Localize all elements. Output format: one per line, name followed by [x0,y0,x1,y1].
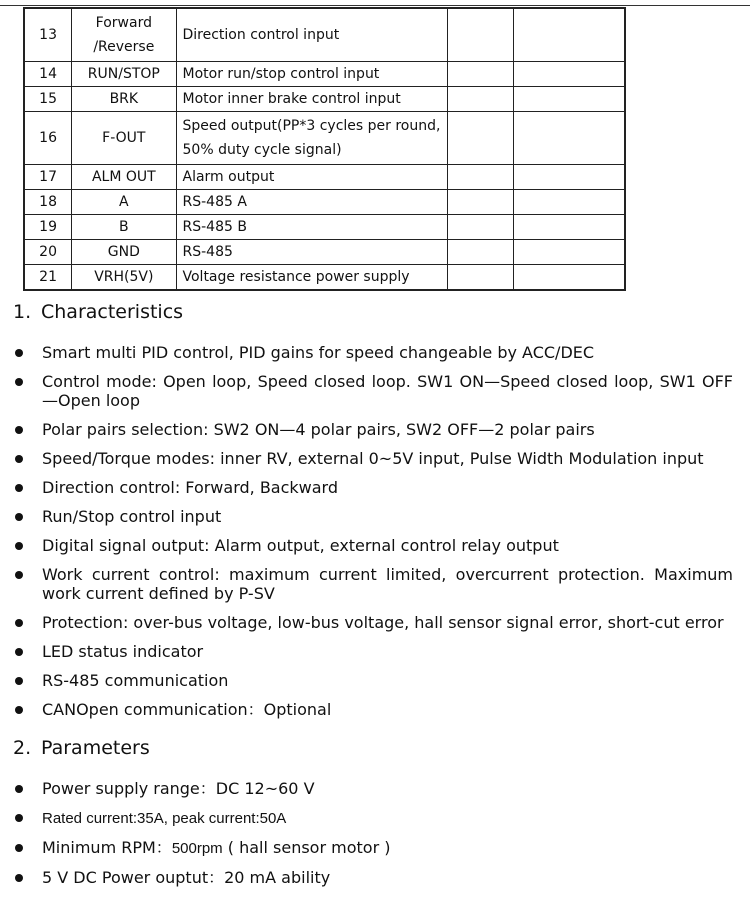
empty-cell [448,165,513,190]
bullet-icon [15,874,23,882]
list-item-text: Power supply range：DC 12~60 V [42,779,315,798]
top-rule [0,5,750,6]
pin-name [72,8,176,62]
list-item [13,613,733,632]
empty-cell [513,87,625,112]
section-number: 1. [13,301,32,323]
pin-name: B [72,215,176,240]
pin-number: 21 [24,265,72,291]
list-item [13,507,733,526]
list-item [13,449,733,468]
table-row [24,190,625,215]
section-title: Parameters [41,737,150,759]
bullet-icon [15,814,23,822]
list-item-text: Control mode: Open loop, Speed closed loop. SW1 ON—Speed closed loop, SW1 OFF—Open loop [42,372,733,410]
list-item-text: Polar pairs selection: SW2 ON—4 polar pairs, SW2 OFF—2 polar pairs [42,420,595,439]
pin-number: 17 [24,165,72,190]
pin-number: 15 [24,87,72,112]
bullet-icon [15,455,23,463]
empty-cell [513,240,625,265]
list-item-text: 5 V DC Power ouptut：20 mA ability [42,868,331,887]
bullet-icon [15,844,23,852]
parameters-heading [13,737,150,759]
pin-number: 13 [24,8,72,62]
pin-description: Motor inner brake control input [176,87,448,112]
list-item-text: Smart multi PID control, PID gains for speed changeable by ACC/DEC [42,343,595,362]
list-item [13,343,733,362]
list-item-text: Protection: over-bus voltage, low-bus voltage, hall sensor signal error, short-cut error [42,613,724,632]
list-item-text: CANOpen communication：Optional [42,700,332,719]
empty-cell [448,62,513,87]
list-item [13,478,733,497]
rpm-value: 500rpm [171,840,223,857]
pin-name-line: Forward [95,15,152,31]
pin-name: VRH(5V) [72,265,176,291]
characteristics-heading [13,301,183,323]
characteristics-list [13,343,733,729]
pin-description-line: Speed output(PP*3 cycles per round, [182,118,441,134]
pin-name: GND [72,240,176,265]
bullet-icon [15,484,23,492]
empty-cell [513,265,625,291]
list-item [13,642,733,661]
pin-number: 20 [24,240,72,265]
bullet-icon [15,378,23,386]
empty-cell [448,240,513,265]
bullet-icon [15,513,23,521]
pin-description: RS-485 [176,240,448,265]
list-item [13,372,733,410]
list-item [13,420,733,439]
pin-description [176,112,448,165]
pin-name: F-OUT [72,112,176,165]
pin-name: ALM OUT [72,165,176,190]
list-item-text: Digital signal output: Alarm output, external control relay output [42,536,559,555]
pin-number: 18 [24,190,72,215]
list-item-text: Run/Stop control input [42,507,222,526]
empty-cell [513,62,625,87]
empty-cell [513,190,625,215]
bullet-icon [15,677,23,685]
bullet-icon [15,426,23,434]
empty-cell [448,8,513,62]
list-item [13,808,733,828]
list-item [13,838,733,858]
pin-description: Voltage resistance power supply [176,265,448,291]
bullet-icon [15,785,23,793]
table-row [24,62,625,87]
list-item-text: Work current control: maximum current limited, overcurrent protection. Maximum work current defined by P-SV [42,565,733,603]
bullet-icon [15,619,23,627]
empty-cell [448,265,513,291]
bullet-icon [15,648,23,656]
empty-cell [448,190,513,215]
empty-cell [448,112,513,165]
pin-number: 16 [24,112,72,165]
empty-cell [448,215,513,240]
table-row [24,87,625,112]
empty-cell [513,112,625,165]
pin-number: 19 [24,215,72,240]
pin-number: 14 [24,62,72,87]
pin-name: RUN/STOP [72,62,176,87]
list-item [13,779,733,798]
list-item [13,700,733,719]
pin-description: RS-485 A [176,190,448,215]
pin-name: BRK [72,87,176,112]
table-row [24,165,625,190]
bullet-icon [15,542,23,550]
empty-cell [513,215,625,240]
parameters-list [13,779,733,897]
table-row [24,8,625,62]
table-row [24,240,625,265]
list-item-text: Rated current:35A, peak current:50A [42,810,287,827]
pin-description: Motor run/stop control input [176,62,448,87]
bullet-icon [15,706,23,714]
section-title: Characteristics [41,301,184,323]
table-row [24,215,625,240]
pin-description: RS-485 B [176,215,448,240]
empty-cell [513,8,625,62]
list-item [13,671,733,690]
list-item-text: Speed/Torque modes: inner RV, external 0~5V input, Pulse Width Modulation input [42,449,704,468]
rpm-suffix: ( hall sensor motor ) [227,838,391,857]
pin-name-line: /Reverse [93,39,155,55]
section-number: 2. [13,737,32,759]
pin-description: Direction control input [176,8,448,62]
bullet-icon [15,349,23,357]
pin-description-line: 50% duty cycle signal) [182,142,342,158]
empty-cell [448,87,513,112]
pin-description: Alarm output [176,165,448,190]
table-row [24,112,625,165]
table-row [24,265,625,291]
bullet-icon [15,571,23,579]
pin-name: A [72,190,176,215]
list-item [13,868,733,887]
pin-table [23,7,626,291]
list-item [13,565,733,603]
list-item-text: Direction control: Forward, Backward [42,478,339,497]
list-item-text: RS-485 communication [42,671,229,690]
list-item-text: LED status indicator [42,642,204,661]
list-item [13,536,733,555]
empty-cell [513,165,625,190]
rpm-prefix: Minimum RPM： [42,838,172,857]
